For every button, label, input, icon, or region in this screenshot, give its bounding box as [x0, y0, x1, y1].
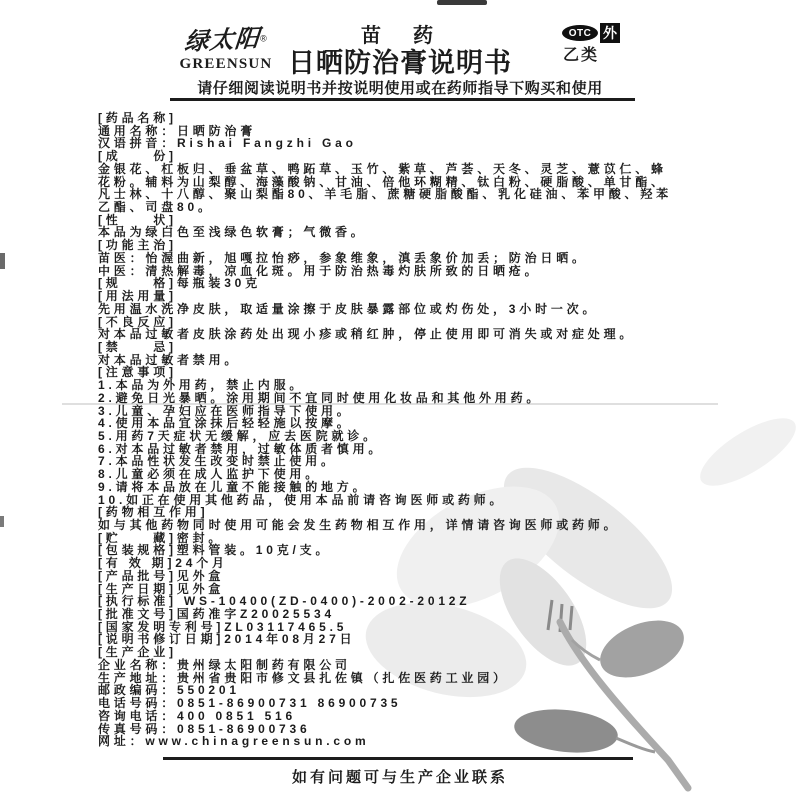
- caution-banner: 请仔细阅读说明书并按说明使用或在药师指导下购买和使用: [197, 80, 603, 97]
- body-line: [贮 藏]密封。: [98, 530, 225, 545]
- body-line: [药物相互作用]: [98, 505, 209, 520]
- body-line: 生产地址：贵州省贵阳市修文县扎佐镇（扎佐医药工业园）: [98, 670, 509, 685]
- scan-artifact: [0, 253, 5, 269]
- body-line: 10.如正在使用其他药品，使用本品前请咨询医师或药师。: [98, 492, 506, 507]
- body-line: [用法用量]: [98, 289, 177, 304]
- body-line: [国家发明专利号]ZL03117465.5: [98, 619, 348, 634]
- body-line: 金银花、杠板归、垂盆草、鸭跖草、玉竹、紫草、芦荟、天冬、灵芝、薏苡仁、蜂: [98, 161, 667, 176]
- body-line: 汉语拼音：Rishai Fangzhi Gao: [98, 136, 357, 151]
- scan-artifact: [0, 516, 4, 527]
- body-line: [功能主治]: [98, 238, 177, 253]
- body-line: 传真号码：0851-86900736: [98, 721, 311, 736]
- otc-class-label: 乙类: [563, 47, 600, 64]
- body-line: 6.对本品过敏者禁用，过敏体质者慎用。: [98, 441, 385, 456]
- scan-artifact: [437, 0, 487, 5]
- external-use-badge: 外: [600, 23, 620, 43]
- medicine-category: 苗 药: [361, 25, 439, 47]
- brand-script: 绿太阳: [183, 25, 262, 56]
- body-line: 凡士林、十八醇、聚山梨酯80、羊毛脂、蔗糖硬脂酸酯、乳化硅油、苯甲酸、羟苯: [98, 187, 672, 202]
- body-line: [说明书修订日期]2014年08月27日: [98, 632, 356, 647]
- body-line: [执行标准] WS-10400(ZD-0400)-2002-2012Z: [98, 594, 471, 609]
- body-line: 5.用药7天症状无缓解，应去医院就诊。: [98, 428, 379, 443]
- body-line: [注意事项]: [98, 365, 177, 380]
- body-text: [98, 112, 718, 748]
- body-line: [禁 忌]: [98, 339, 177, 354]
- body-line: 1.本品为外用药，禁止内服。: [98, 378, 306, 393]
- body-line: [性 状]: [98, 212, 177, 227]
- body-line: 8.儿童必须在成人监护下使用。: [98, 467, 322, 482]
- body-line: [批准文号]国药准字Z20025534: [98, 607, 335, 622]
- body-line: 苗医：怡渥曲新，旭嘎拉怡痧，参象维象，滇丢象价加丢；防治日晒。: [98, 250, 588, 265]
- page-title: 日晒防治膏说明书: [288, 48, 512, 78]
- body-line: 网址：www.chinagreensun.com: [98, 734, 370, 749]
- body-line: 4.使用本品宜涂抹后轻轻施以按摩。: [98, 416, 353, 431]
- body-line: 中医：清热解毒，凉血化斑。用于防治热毒灼肤所致的日晒疮。: [98, 263, 541, 278]
- brand-latin: GREENSUN: [179, 56, 273, 72]
- body-line: 7.本品性状发生改变时禁止使用。: [98, 454, 337, 469]
- body-line: 咨询电话：400 0851 516: [98, 708, 297, 723]
- body-line: 本品为绿白色至浅绿色软膏；气微香。: [98, 225, 367, 240]
- body-line: [包装规格]塑料管装。10克/支。: [98, 543, 332, 558]
- body-line: 通用名称：日晒防治膏: [98, 123, 257, 138]
- body-line: 电话号码：0851-86900731 86900735: [98, 696, 402, 711]
- body-line: [规 格]每瓶装30克: [98, 276, 261, 291]
- body-line: [有 效 期]24个月: [98, 556, 228, 571]
- body-line: 对本品过敏者皮肤涂药处出现小疹或稍红肿，停止使用即可消失或对症处理。: [98, 327, 636, 342]
- registered-mark-icon: ®: [260, 33, 267, 44]
- body-line: 企业名称：贵州绿太阳制药有限公司: [98, 657, 351, 672]
- body-line: 如与其他药物同时使用可能会发生药物相互作用，详情请咨询医师或药师。: [98, 518, 620, 532]
- body-line: 先用温水洗净皮肤，取适量涂擦于皮肤暴露部位或灼伤处，3小时一次。: [98, 301, 599, 316]
- otc-badge: OTC: [562, 25, 598, 41]
- body-line: 乙酯、司盘80。: [98, 200, 214, 215]
- body-line: [产品批号]见外盒: [98, 568, 225, 583]
- body-line: 3.儿童、孕妇应在医师指导下使用。: [98, 403, 353, 418]
- body-line: [生产企业]: [98, 645, 177, 660]
- header-divider: [170, 98, 635, 101]
- body-line: 2.避免日光暴晒。涂用期间不宜同时使用化妆品和其他外用药。: [98, 390, 543, 405]
- body-line: [药品名称]: [98, 111, 177, 125]
- body-line: [成 份]: [98, 149, 177, 164]
- body-line: 花粉。辅料为山梨醇、海藻酸钠、甘油、倍他环糊精、钛白粉、硬脂酸、单甘酯、: [98, 174, 667, 189]
- body-line: [不良反应]: [98, 314, 177, 329]
- body-line: 邮政编码：550201: [98, 683, 240, 698]
- footer-divider: [163, 757, 633, 760]
- body-line: 对本品过敏者禁用。: [98, 352, 241, 367]
- body-line: [生产日期]见外盒: [98, 581, 225, 596]
- body-line: 9.请将本品放在儿童不能接触的地方。: [98, 479, 369, 494]
- footer-note: 如有问题可与生产企业联系: [291, 769, 508, 786]
